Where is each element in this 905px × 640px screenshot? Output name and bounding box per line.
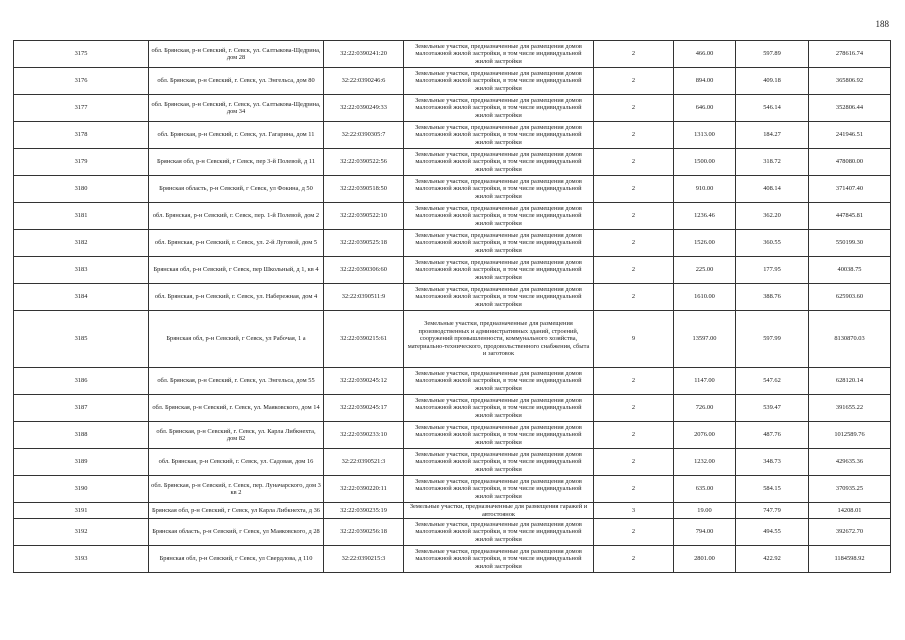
table-row (14, 476, 891, 503)
area-cell: 466.00 (674, 41, 736, 68)
row-number: 3186 (14, 368, 149, 395)
cadastral-number-cell: 32:22:0390220:11 (324, 476, 404, 503)
category-cell: 9 (594, 311, 674, 368)
cadastral-value-table (13, 40, 891, 573)
row-number: 3190 (14, 476, 149, 503)
cadastral-number-cell: 32:22:0390521:3 (324, 449, 404, 476)
table-row (14, 95, 891, 122)
address-cell: Брянская обл, р-н Севский, г Севск, ул Рабочая, 1 а (149, 311, 324, 368)
category-cell: 2 (594, 368, 674, 395)
cadastral-number-cell: 32:22:0390245:12 (324, 368, 404, 395)
address-cell: Брянская область, р-н Севский, г Севск, ул Фокина, д 50 (149, 176, 324, 203)
table-row (14, 503, 891, 519)
category-cell: 2 (594, 284, 674, 311)
address-cell: обл. Брянская, р-н Севский, г. Севск, ул. Маяковского, дом 14 (149, 395, 324, 422)
category-cell: 2 (594, 476, 674, 503)
table-row (14, 395, 891, 422)
cadastral-value-cell: 478080.00 (809, 149, 891, 176)
specific-value-cell: 584.15 (736, 476, 809, 503)
specific-value-cell: 597.99 (736, 311, 809, 368)
land-use-cell: Земельные участки, предназначенные для размещения домов малоэтажной жилой застройки, в том числе индивидуальной жилой застройки (404, 230, 594, 257)
address-cell: обл. Брянская, р-н Севский, г. Севск, ул. Карла Либкнехта, дом 82 (149, 422, 324, 449)
cadastral-value-cell: 429635.36 (809, 449, 891, 476)
table-row (14, 422, 891, 449)
specific-value-cell: 409.18 (736, 68, 809, 95)
table-body (14, 41, 891, 573)
address-cell: обл. Брянская, р-н Севский, г. Севск, пер. Луначарского, дом 3 кв 2 (149, 476, 324, 503)
cadastral-value-cell: 8130870.03 (809, 311, 891, 368)
table-row (14, 41, 891, 68)
land-use-cell: Земельные участки, предназначенные для размещения производственных и административных зданий, строений, сооружений промышленности, коммунального хозяйства, материально-технического, продовольственного снабжения, сбыта и заготовок (404, 311, 594, 368)
area-cell: 2801.00 (674, 546, 736, 573)
table-row (14, 176, 891, 203)
area-cell: 1236.46 (674, 203, 736, 230)
specific-value-cell: 318.72 (736, 149, 809, 176)
row-number: 3188 (14, 422, 149, 449)
category-cell: 2 (594, 95, 674, 122)
table-row (14, 122, 891, 149)
area-cell: 894.00 (674, 68, 736, 95)
cadastral-value-cell: 14208.01 (809, 503, 891, 519)
row-number: 3178 (14, 122, 149, 149)
specific-value-cell: 547.62 (736, 368, 809, 395)
category-cell: 2 (594, 519, 674, 546)
specific-value-cell: 362.20 (736, 203, 809, 230)
cadastral-value-cell: 392672.70 (809, 519, 891, 546)
cadastral-number-cell: 32:22:0390256:18 (324, 519, 404, 546)
cadastral-number-cell: 32:22:0390518:50 (324, 176, 404, 203)
cadastral-number-cell: 32:22:0390235:19 (324, 503, 404, 519)
cadastral-number-cell: 32:22:0390246:6 (324, 68, 404, 95)
area-cell: 2076.00 (674, 422, 736, 449)
specific-value-cell: 348.73 (736, 449, 809, 476)
specific-value-cell: 597.89 (736, 41, 809, 68)
address-cell: обл. Брянская, р-н Севский, г. Севск, ул. Набережная, дом 4 (149, 284, 324, 311)
row-number: 3189 (14, 449, 149, 476)
cadastral-number-cell: 32:22:0390245:17 (324, 395, 404, 422)
table-row (14, 257, 891, 284)
cadastral-number-cell: 32:22:0390306:60 (324, 257, 404, 284)
cadastral-value-cell: 278616.74 (809, 41, 891, 68)
land-use-cell: Земельные участки, предназначенные для размещения домов малоэтажной жилой застройки, в том числе индивидуальной жилой застройки (404, 395, 594, 422)
row-number: 3175 (14, 41, 149, 68)
cadastral-number-cell: 32:22:0390215:61 (324, 311, 404, 368)
address-cell: обл. Брянская, р-н Севский, г. Севск, ул. Салтыкова-Щедрина, дом 28 (149, 41, 324, 68)
address-cell: обл. Брянская, р-н Севский, г. Севск, ул. 2-й Луговой, дом 5 (149, 230, 324, 257)
cadastral-number-cell: 32:22:0390233:10 (324, 422, 404, 449)
address-cell: Брянская обл, р-н Севский, г Севск, пер Школьный, д 1, кв 4 (149, 257, 324, 284)
land-use-cell: Земельные участки, предназначенные для размещения домов малоэтажной жилой застройки, в том числе индивидуальной жилой застройки (404, 122, 594, 149)
land-use-cell: Земельные участки, предназначенные для размещения домов малоэтажной жилой застройки, в том числе индивидуальной жилой застройки (404, 368, 594, 395)
area-cell: 646.00 (674, 95, 736, 122)
land-use-cell: Земельные участки, предназначенные для размещения домов малоэтажной жилой застройки, в том числе индивидуальной жилой застройки (404, 476, 594, 503)
land-use-cell: Земельные участки, предназначенные для размещения домов малоэтажной жилой застройки, в том числе индивидуальной жилой застройки (404, 176, 594, 203)
cadastral-value-cell: 40038.75 (809, 257, 891, 284)
land-use-cell: Земельные участки, предназначенные для размещения домов малоэтажной жилой застройки, в том числе индивидуальной жилой застройки (404, 95, 594, 122)
table-row (14, 368, 891, 395)
area-cell: 13597.00 (674, 311, 736, 368)
land-use-cell: Земельные участки, предназначенные для размещения домов малоэтажной жилой застройки, в том числе индивидуальной жилой застройки (404, 284, 594, 311)
specific-value-cell: 177.95 (736, 257, 809, 284)
cadastral-value-cell: 550199.30 (809, 230, 891, 257)
cadastral-value-cell: 628120.14 (809, 368, 891, 395)
cadastral-number-cell: 32:22:0390305:7 (324, 122, 404, 149)
cadastral-value-cell: 1012589.76 (809, 422, 891, 449)
category-cell: 2 (594, 546, 674, 573)
specific-value-cell: 487.76 (736, 422, 809, 449)
cadastral-value-cell: 447845.81 (809, 203, 891, 230)
row-number: 3179 (14, 149, 149, 176)
area-cell: 726.00 (674, 395, 736, 422)
category-cell: 2 (594, 149, 674, 176)
address-cell: обл. Брянская, р-н Севский, г. Севск, ул. Энгельса, дом 80 (149, 68, 324, 95)
category-cell: 2 (594, 395, 674, 422)
row-number: 3183 (14, 257, 149, 284)
cadastral-value-cell: 352806.44 (809, 95, 891, 122)
row-number: 3177 (14, 95, 149, 122)
specific-value-cell: 546.14 (736, 95, 809, 122)
specific-value-cell: 747.79 (736, 503, 809, 519)
address-cell: Брянская область, р-н Севский, г Севск, ул Маяковского, д 28 (149, 519, 324, 546)
row-number: 3192 (14, 519, 149, 546)
row-number: 3185 (14, 311, 149, 368)
land-use-cell: Земельные участки, предназначенные для размещения домов малоэтажной жилой застройки, в том числе индивидуальной жилой застройки (404, 149, 594, 176)
address-cell: обл. Брянская, р-н Севский, г. Севск, ул. Салтыкова-Щедрина, дом 34 (149, 95, 324, 122)
cadastral-number-cell: 32:22:0390522:10 (324, 203, 404, 230)
address-cell: Брянская обл, р-н Севский, г Севск, ул Свердлова, д 110 (149, 546, 324, 573)
cadastral-value-cell: 371407.40 (809, 176, 891, 203)
address-cell: Брянская обл, р-н Севский, г Севск, ул Карла Либкнехта, д 36 (149, 503, 324, 519)
area-cell: 794.00 (674, 519, 736, 546)
cadastral-number-cell: 32:22:0390511:9 (324, 284, 404, 311)
land-use-cell: Земельные участки, предназначенные для размещения домов малоэтажной жилой застройки, в том числе индивидуальной жилой застройки (404, 203, 594, 230)
category-cell: 2 (594, 41, 674, 68)
category-cell: 3 (594, 503, 674, 519)
row-number: 3182 (14, 230, 149, 257)
category-cell: 2 (594, 122, 674, 149)
address-cell: обл. Брянская, р-н Севский, г. Севск, ул. Гагарина, дом 11 (149, 122, 324, 149)
cadastral-number-cell: 32:22:0390525:18 (324, 230, 404, 257)
cadastral-number-cell: 32:22:0390215:3 (324, 546, 404, 573)
area-cell: 635.00 (674, 476, 736, 503)
cadastral-value-cell: 391655.22 (809, 395, 891, 422)
category-cell: 2 (594, 257, 674, 284)
table-row (14, 546, 891, 573)
table-row (14, 449, 891, 476)
category-cell: 2 (594, 203, 674, 230)
table-row (14, 230, 891, 257)
row-number: 3184 (14, 284, 149, 311)
area-cell: 225.00 (674, 257, 736, 284)
row-number: 3181 (14, 203, 149, 230)
address-cell: обл. Брянская, р-н Севский, г. Севск, пер. 1-й Полевой, дом 2 (149, 203, 324, 230)
row-number: 3176 (14, 68, 149, 95)
cadastral-number-cell: 32:22:0390241:20 (324, 41, 404, 68)
address-cell: обл. Брянская, р-н Севский, г. Севск, ул. Садовая, дом 16 (149, 449, 324, 476)
area-cell: 1526.00 (674, 230, 736, 257)
land-use-cell: Земельные участки, предназначенные для размещения домов малоэтажной жилой застройки, в том числе индивидуальной жилой застройки (404, 257, 594, 284)
row-number: 3180 (14, 176, 149, 203)
area-cell: 19.00 (674, 503, 736, 519)
specific-value-cell: 184.27 (736, 122, 809, 149)
land-use-cell: Земельные участки, предназначенные для размещения домов малоэтажной жилой застройки, в том числе индивидуальной жилой застройки (404, 519, 594, 546)
address-cell: обл. Брянская, р-н Севский, г. Севск, ул. Энгельса, дом 55 (149, 368, 324, 395)
area-cell: 1147.00 (674, 368, 736, 395)
land-use-cell: Земельные участки, предназначенные для размещения домов малоэтажной жилой застройки, в том числе индивидуальной жилой застройки (404, 449, 594, 476)
area-cell: 1313.00 (674, 122, 736, 149)
specific-value-cell: 494.55 (736, 519, 809, 546)
land-use-cell: Земельные участки, предназначенные для размещения домов малоэтажной жилой застройки, в том числе индивидуальной жилой застройки (404, 422, 594, 449)
specific-value-cell: 360.55 (736, 230, 809, 257)
cadastral-number-cell: 32:22:0390522:56 (324, 149, 404, 176)
area-cell: 1232.00 (674, 449, 736, 476)
land-use-cell: Земельные участки, предназначенные для размещения домов малоэтажной жилой застройки, в том числе индивидуальной жилой застройки (404, 41, 594, 68)
table-row (14, 68, 891, 95)
specific-value-cell: 539.47 (736, 395, 809, 422)
area-cell: 1610.00 (674, 284, 736, 311)
cadastral-value-cell: 1184598.92 (809, 546, 891, 573)
cadastral-value-cell: 370935.25 (809, 476, 891, 503)
address-cell: Брянская обл, р-н Севский, г Севск, пер 3-й Полевой, д 11 (149, 149, 324, 176)
table-row (14, 519, 891, 546)
cadastral-number-cell: 32:22:0390249:33 (324, 95, 404, 122)
category-cell: 2 (594, 230, 674, 257)
specific-value-cell: 388.76 (736, 284, 809, 311)
table-row (14, 311, 891, 368)
table-row (14, 149, 891, 176)
land-use-cell: Земельные участки, предназначенные для размещения домов малоэтажной жилой застройки, в том числе индивидуальной жилой застройки (404, 68, 594, 95)
row-number: 3191 (14, 503, 149, 519)
category-cell: 2 (594, 68, 674, 95)
specific-value-cell: 422.92 (736, 546, 809, 573)
category-cell: 2 (594, 449, 674, 476)
cadastral-value-cell: 625903.60 (809, 284, 891, 311)
category-cell: 2 (594, 422, 674, 449)
specific-value-cell: 408.14 (736, 176, 809, 203)
table-row (14, 284, 891, 311)
row-number: 3193 (14, 546, 149, 573)
land-use-cell: Земельные участки, предназначенные для размещения гаражей и автостоянок (404, 503, 594, 519)
table-row (14, 203, 891, 230)
category-cell: 2 (594, 176, 674, 203)
cadastral-value-cell: 365806.92 (809, 68, 891, 95)
area-cell: 910.00 (674, 176, 736, 203)
cadastral-value-cell: 241946.51 (809, 122, 891, 149)
row-number: 3187 (14, 395, 149, 422)
area-cell: 1500.00 (674, 149, 736, 176)
page-number: 188 (875, 19, 889, 29)
land-use-cell: Земельные участки, предназначенные для размещения домов малоэтажной жилой застройки, в том числе индивидуальной жилой застройки (404, 546, 594, 573)
